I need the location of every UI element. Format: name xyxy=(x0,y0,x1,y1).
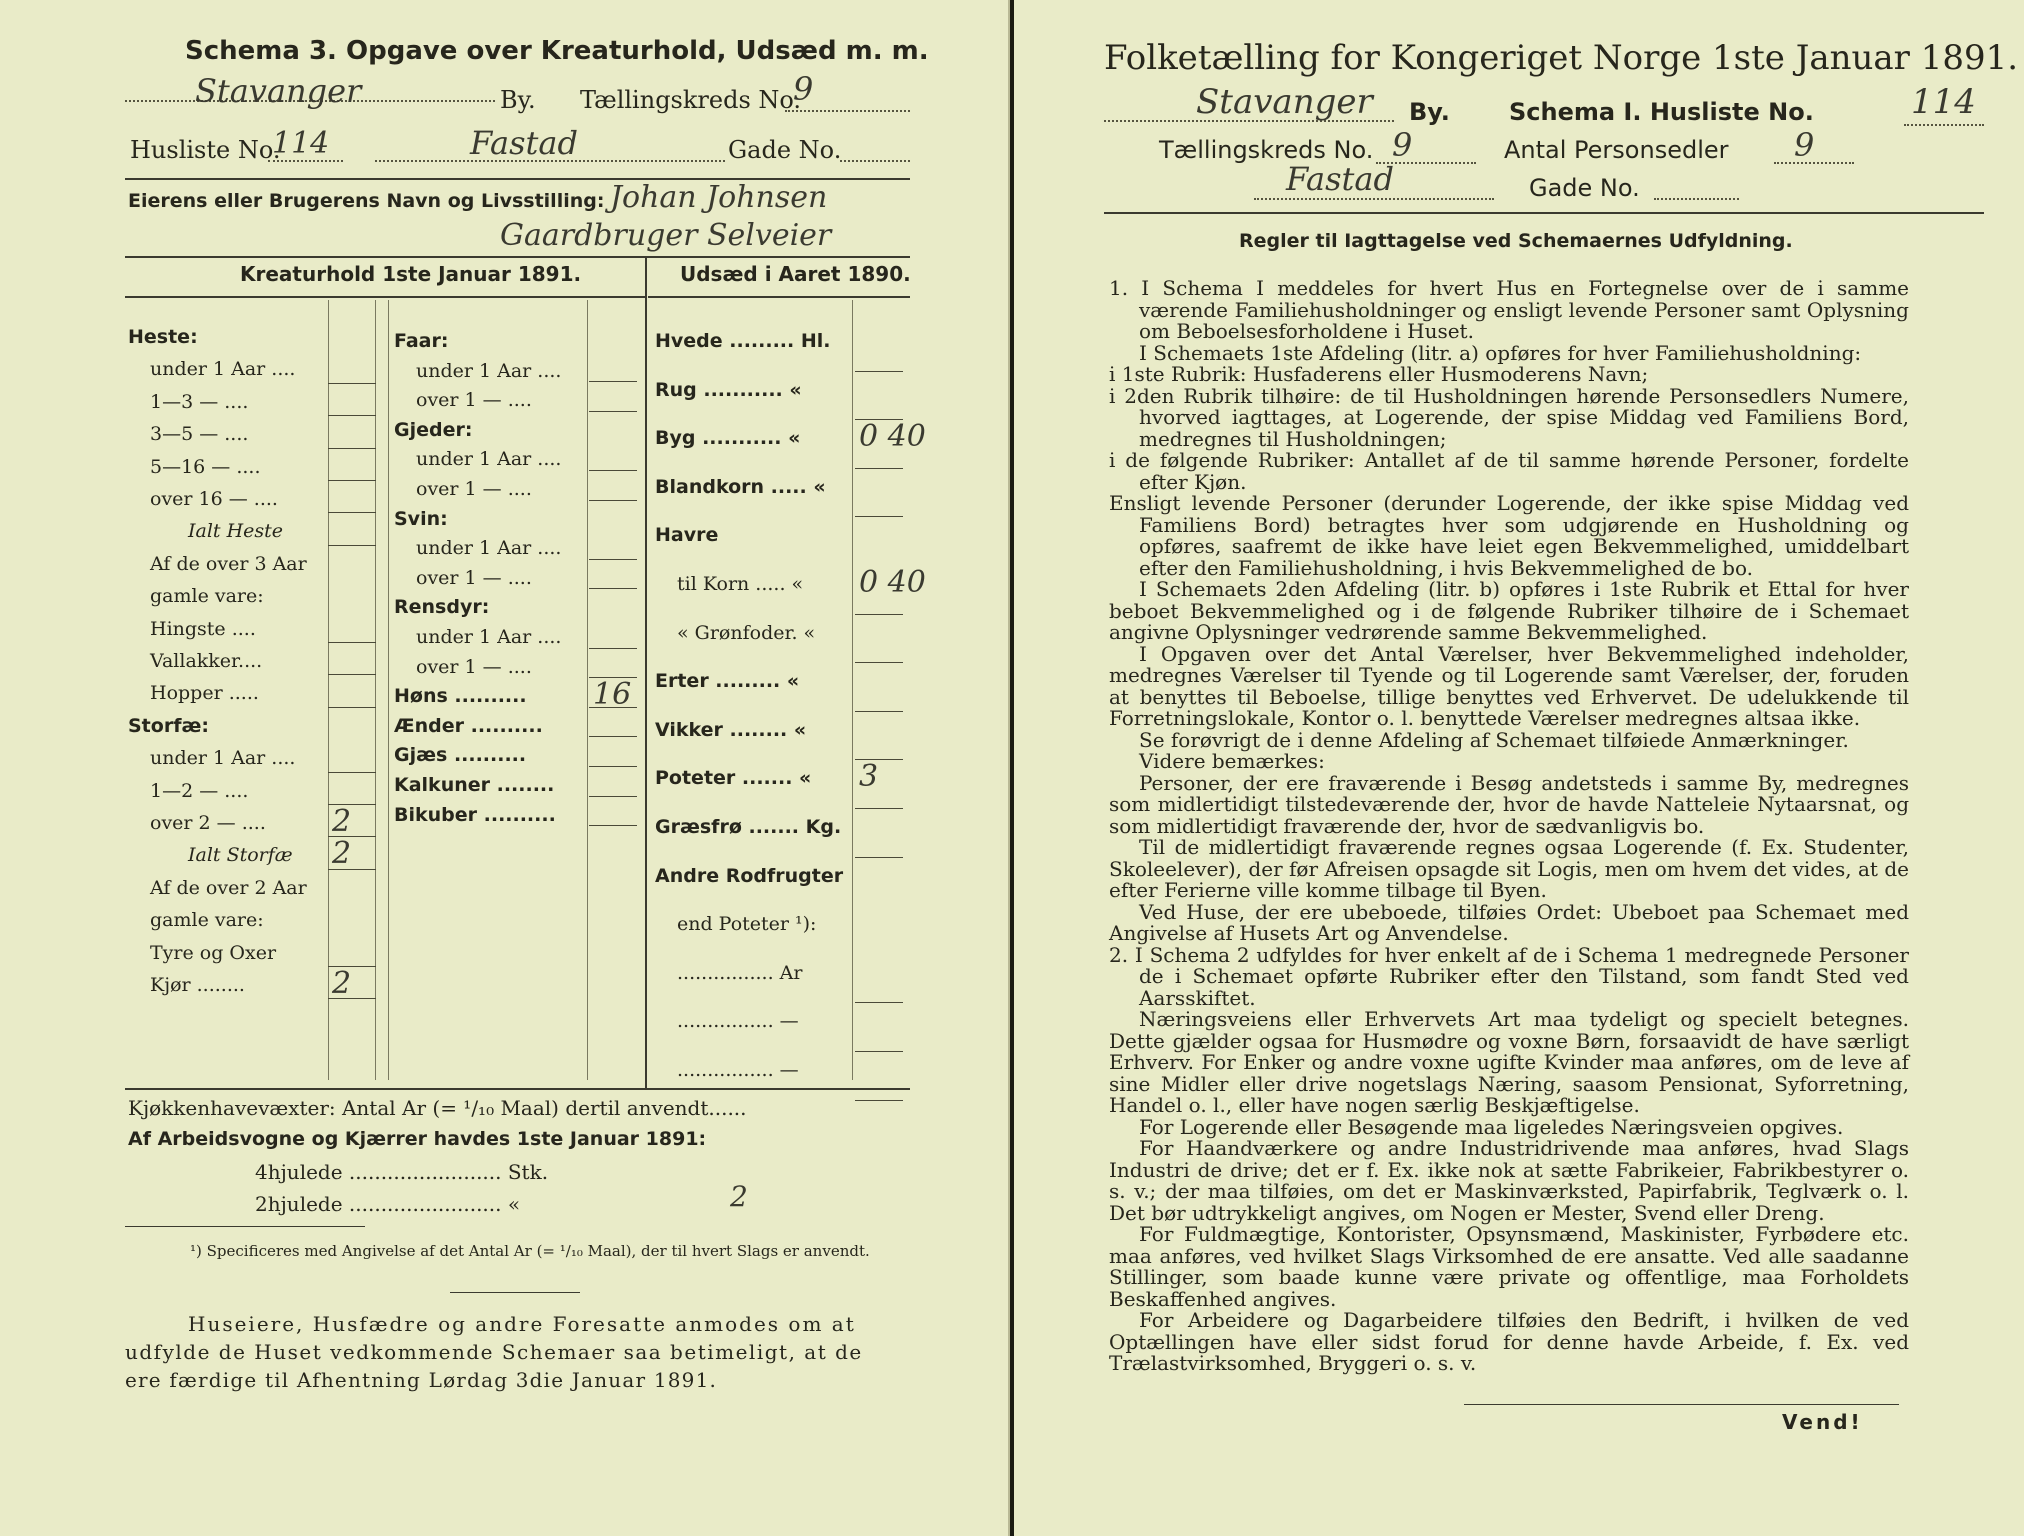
form-row-value-line xyxy=(855,1002,903,1003)
form-row xyxy=(655,962,925,1011)
form-row xyxy=(128,909,398,941)
form-row-label: Byg ........... « xyxy=(655,427,801,450)
form-row-value-handwritten: 16 xyxy=(593,677,632,713)
form-row-label: Gjeder: xyxy=(394,418,473,441)
form-row xyxy=(655,476,925,525)
form-row xyxy=(128,391,398,423)
form-row-value-line xyxy=(589,588,637,589)
form-row xyxy=(655,622,925,671)
gade-label: Gade No. xyxy=(728,136,842,164)
rules-paragraph: For Arbeidere og Dagarbeidere tilføies den Bedrift, i hvilken de ved Optællingen have eller sidst forud for denne havde Arbeide, f. Ex. ved Trælastvirksomhed, Bryggeri o. s. v. xyxy=(1109,1308,1909,1375)
form-row-label: over 1 — .... xyxy=(416,389,532,412)
form-row-label: Vallakker.... xyxy=(150,650,263,672)
closing-line-3: ere færdige til Afhentning Lørdag 3die Januar 1891. xyxy=(125,1368,718,1392)
form-row-value-line xyxy=(328,480,376,481)
form-row-value-line xyxy=(855,711,903,712)
form-row xyxy=(394,626,659,656)
form-row-value-line xyxy=(328,772,376,773)
form-row-value-handwritten: 3 xyxy=(859,759,879,795)
form-row-value-handwritten: 0 40 xyxy=(859,419,926,455)
form-row-label: Græsfrø ....... Kg. xyxy=(655,816,842,838)
form-row-value-line xyxy=(589,559,637,560)
form-row xyxy=(128,618,398,650)
form-row-value-line xyxy=(589,411,637,412)
hjul4-label: 4hjulede ........................ Stk. xyxy=(255,1160,549,1184)
form-row-label: Tyre og Oxer xyxy=(150,941,277,964)
form-row-label: Storfæ: xyxy=(128,714,209,737)
form-row-label: Høns .......... xyxy=(394,685,527,708)
owner-label: Eierens eller Brugerens Navn og Livsstilling: xyxy=(128,190,605,212)
closing-line-2: udfylde de Huset vedkommende Schemaer saa betimeligt, at de xyxy=(125,1340,863,1364)
form-row-label: 1—3 — .... xyxy=(150,390,249,413)
form-row xyxy=(655,1010,925,1059)
form-row-value-line xyxy=(328,674,376,675)
form-row xyxy=(655,419,926,476)
rules-paragraph: For Haandværkere og andre Industridrivende maa anføres, hvad Slags Industri de drive; det er f. Ex. ikke nok at sætte Fabrikeier, Fabrikbestyrer o. s. v.; der maa tilføies, om det er Maskinværksted, Papirfabrik, Teglværk o. l. Det bør udtrykkeligt angives, om Nogen er Mester, Svend eller Dreng. xyxy=(1109,1136,1909,1225)
form-row-label: Hvede ......... Hl. xyxy=(655,330,831,352)
form-row xyxy=(128,520,398,552)
form-row-label: over 16 — .... xyxy=(150,488,278,510)
form-row-value-line xyxy=(855,516,903,517)
form-row-label: gamle vare: xyxy=(150,585,264,608)
form-row-value-line xyxy=(855,662,903,663)
rules-paragraph: I Schemaets 2den Afdeling (litr. b) opføres i 1ste Rubrik et Ettal for hver beboet Bekvemmelighed og i de følgende Rubriker tilhøire de i Schemaet angivne Oplysninger vedrørende samme Bekvemmelighed. xyxy=(1109,577,1909,644)
udsaed-header: Udsæd i Aaret 1890. xyxy=(680,262,911,286)
rules-paragraph: i 1ste Rubrik: Husfaderens eller Husmoderens Navn; xyxy=(1109,362,1649,386)
hjul2-value-handwritten: 2 xyxy=(730,1180,748,1213)
form-row xyxy=(394,389,659,419)
form-row-value-line xyxy=(855,857,903,858)
form-row xyxy=(655,759,925,816)
schema-3-title: Schema 3. Opgave over Kreaturhold, Udsæd m. m. xyxy=(185,36,929,66)
form-row-label: Ialt Storfæ xyxy=(188,844,293,867)
form-row xyxy=(128,326,398,358)
form-row-label: 3—5 — .... xyxy=(150,423,249,446)
form-row xyxy=(128,877,398,909)
form-row-label: ................ — xyxy=(677,1059,799,1081)
form-row-value-line xyxy=(589,766,637,767)
right-kreds-value-handwritten: 9 xyxy=(1392,126,1413,164)
form-row-label: Hingste .... xyxy=(150,617,256,640)
form-row-label: Gjæs .......... xyxy=(394,744,527,767)
right-gade-label: Gade No. xyxy=(1529,174,1640,202)
hjul2-label: 2hjulede ........................ « xyxy=(255,1192,521,1216)
form-row-value-line xyxy=(589,381,637,382)
form-row-label: Heste: xyxy=(128,326,198,348)
form-row xyxy=(128,585,398,617)
form-row xyxy=(394,744,659,774)
form-row xyxy=(394,419,659,449)
form-row-label: under 1 Aar .... xyxy=(150,358,296,381)
form-row-label: under 1 Aar .... xyxy=(416,537,562,560)
right-page-schema-1 xyxy=(1014,0,2024,1536)
form-row-label: Af de over 3 Aar xyxy=(150,552,307,575)
rules-paragraph: For Fuldmægtige, Kontorister, Opsynsmænd, Maskinister, Fyrbødere etc. maa anføres, ved hvilket Slags Virksomhed de ere ansatte. Ved alle saadanne Stillinger, som baade kunne være private og offentlige, maa Forholdets Beskaffenhed angives. xyxy=(1109,1222,1909,1311)
kreaturhold-header: Kreaturhold 1ste Januar 1891. xyxy=(240,262,582,286)
owner-name-handwritten: Johan Johnsen xyxy=(610,180,828,215)
form-row-value-line xyxy=(855,1051,903,1052)
rules-title: Regler til Iagttagelse ved Schemaernes Udfyldning. xyxy=(1239,230,1793,252)
form-row-value-line xyxy=(328,642,376,643)
right-by-value-handwritten: Stavanger xyxy=(1196,82,1373,122)
kreds-value-handwritten: 9 xyxy=(793,70,814,108)
form-row-label: over 2 — .... xyxy=(150,812,266,834)
form-row-value-line xyxy=(589,736,637,737)
rules-paragraph: For Logerende eller Besøgende maa ligeledes Næringsveien opgives. xyxy=(1139,1114,1844,1139)
form-row-label: Havre xyxy=(655,524,719,547)
form-row xyxy=(655,670,925,719)
form-row xyxy=(394,448,659,478)
form-row xyxy=(128,780,398,812)
form-row-value-line xyxy=(328,415,376,416)
by-value-handwritten: Stavanger xyxy=(195,72,362,110)
rules-paragraph: Til de midlertidigt fraværende regnes ogsaa Logerende (f. Ex. Studenter, Skoleelever), der før Afreisen opsagde sit Logis, men om hvem det vides, at de efter Ferierne ville komme tilbage til Byen. xyxy=(1109,835,1909,902)
form-row xyxy=(394,508,659,538)
form-row-value-handwritten: 2 xyxy=(332,804,352,839)
form-row-label: Erter ......... « xyxy=(655,670,800,693)
form-row-label: over 1 — .... xyxy=(416,478,532,500)
form-row-label: Svin: xyxy=(394,507,448,530)
form-row xyxy=(655,816,925,865)
form-row xyxy=(394,360,659,390)
form-row xyxy=(394,567,659,597)
form-row xyxy=(128,488,398,520)
rules-text xyxy=(1109,278,1909,1375)
form-row-label: end Poteter ¹): xyxy=(677,913,817,936)
form-row-label: Ænder .......... xyxy=(394,714,543,737)
vend-note: Vend! xyxy=(1782,1410,1863,1434)
form-row xyxy=(128,682,398,714)
form-row xyxy=(128,747,398,779)
form-row-value-line xyxy=(589,470,637,471)
form-row-label: under 1 Aar .... xyxy=(416,448,562,471)
rules-paragraph: I Opgaven over det Antal Værelser, hver Bekvemmelighed indeholder, medregnes Værelser til Tyende og til Logerende samt Værelser, der, foruden at benyttes til Beboelse, tillige benyttes ved Erhvervet. De udelukkende til Forretningslokale, Kontor o. l. benyttede Værelser medregnes altsaa ikke. xyxy=(1109,641,1909,730)
form-row-value-line xyxy=(589,825,637,826)
form-row-label: 1—2 — .... xyxy=(150,779,249,802)
rules-paragraph: Se forøvrigt de i denne Afdeling af Schemaet tilføiede Anmærkninger. xyxy=(1139,727,1849,752)
form-row-value-line xyxy=(589,648,637,649)
by-label: By. xyxy=(500,86,536,114)
form-row-label: Andre Rodfrugter xyxy=(655,864,844,887)
form-row xyxy=(394,478,659,508)
form-row xyxy=(655,330,925,379)
form-row-label: Vikker ........ « xyxy=(655,718,807,741)
antal-personsedler-value-handwritten: 9 xyxy=(1794,126,1815,164)
street-value-handwritten: Fastad xyxy=(470,124,578,162)
form-row-value-line xyxy=(328,448,376,449)
form-row xyxy=(394,596,659,626)
rules-paragraph: Ved Huse, der ere ubeboede, tilføies Ordet: Ubeboet paa Schemaet med Angivelse af Husets Art og Anvendelse. xyxy=(1109,899,1909,945)
rules-paragraph: i 2den Rubrik tilhøire: de til Husholdningen hørende Personsedlers Numere, hvorved iagttages, at Logerende, der spise Middag ved Familiens Bord, medregnes til Husholdningen; xyxy=(1109,383,1909,451)
form-row-label: « Grønfoder. « xyxy=(677,621,816,644)
form-row xyxy=(128,423,398,455)
form-row xyxy=(655,913,925,962)
rules-paragraph: Næringsveiens eller Erhvervets Art maa tydeligt og specielt betegnes. Dette gjælder ogsaa for Husmødre og voxne Børn, forsaavidt de have særligt Erhverv. For Enker og andre voxne ugifte Kvinder maa anføres, om de leve af sine Midler eller drive nogetslags Næring, saasom Pensionat, Syforretning, Handel o. l., eller have nogen særlig Beskjæftigelse. xyxy=(1109,1007,1909,1117)
rules-paragraph: Videre bemærkes: xyxy=(1139,749,1325,773)
form-row xyxy=(394,537,659,567)
form-row xyxy=(128,942,398,974)
form-row-label: til Korn ..... « xyxy=(677,573,804,595)
form-row-label: over 1 — .... xyxy=(416,566,532,589)
form-row-label: Faar: xyxy=(394,330,449,352)
form-row-value-line xyxy=(855,614,903,615)
census-title: Folketælling for Kongeriget Norge 1ste Januar 1891. xyxy=(1104,38,2019,78)
rules-paragraph: 2. I Schema 2 udfyldes for hver enkelt af de i Schema 1 medregnede Personer de i Schemaet opførte Rubriker efter den Tilstand, som fandt Sted ved Aarsskiftet. xyxy=(1109,942,1909,1010)
form-row-label: Blandkorn ..... « xyxy=(655,475,826,498)
form-row-label: over 1 — .... xyxy=(416,655,532,678)
form-row-label: Ialt Heste xyxy=(188,520,284,543)
rules-paragraph: i de følgende Rubriker: Antallet af de til samme hørende Personer, fordelte efter Kjøn. xyxy=(1109,448,1909,494)
rules-paragraph: Ensligt levende Personer (derunder Logerende, der ikke spise Middag ved Familiens Bord) betragtes hver som udgjørende en Husholdning og opføres, saafremt de ikke have leiet egen Bekvemmelighed, umiddelbart efter den Familiehusholdning, i hvis Bekvemmelighed de bo. xyxy=(1109,491,1909,580)
form-row-value-line xyxy=(328,512,376,513)
right-street-value-handwritten: Fastad xyxy=(1286,160,1394,198)
rules-paragraph: Personer, der ere fraværende i Besøg andetsteds i samme By, medregnes som midlertidigt tilstedeværende der, hvor de havde Natteleie Nytaarsnat, og som midlertidigt fraværende der, hvor de sædvanligvis bo. xyxy=(1109,770,1909,838)
form-row xyxy=(655,865,925,914)
form-row-label: Poteter ....... « xyxy=(655,767,812,790)
form-row-value-line xyxy=(855,1100,903,1101)
form-row-label: gamle vare: xyxy=(150,909,264,932)
form-row-label: Kjør ........ xyxy=(150,974,245,996)
form-row-label: under 1 Aar .... xyxy=(416,626,562,648)
form-row xyxy=(394,330,659,360)
form-row-value-handwritten: 2 xyxy=(332,966,352,1001)
form-row xyxy=(128,553,398,585)
husliste-value-handwritten: 114 xyxy=(272,126,330,161)
form-row-value-line xyxy=(328,707,376,708)
form-row-label: under 1 Aar .... xyxy=(150,747,296,770)
form-row xyxy=(128,456,398,488)
footnote: ¹) Specificeres med Angivelse af det Antal Ar (= ¹/₁₀ Maal), der til hvert Slags er anvendt. xyxy=(190,1242,870,1260)
form-row-label: 5—16 — .... xyxy=(150,455,261,478)
form-row-value-line xyxy=(855,468,903,469)
form-row-value-handwritten: 0 40 xyxy=(859,565,926,600)
form-row xyxy=(655,565,926,622)
form-row-label: Bikuber .......... xyxy=(394,803,556,826)
right-by-label: By. xyxy=(1409,98,1450,126)
form-row-label: ................ — xyxy=(677,1010,799,1033)
owner-occupation-handwritten: Gaardbruger Selveier xyxy=(500,218,832,253)
husliste-label: Husliste No. xyxy=(130,136,281,164)
antal-personsedler-label: Antal Personsedler xyxy=(1504,136,1729,164)
form-row-label: Rug ........... « xyxy=(655,378,802,401)
form-row xyxy=(655,719,925,768)
form-row-label: Af de over 2 Aar xyxy=(150,876,307,899)
form-row-label: Kalkuner ........ xyxy=(394,774,555,796)
left-page-schema-3 xyxy=(0,0,1010,1536)
form-row-value-handwritten: 2 xyxy=(332,836,352,872)
rules-paragraph: I Schemaets 1ste Afdeling (litr. a) opføres for hver Familiehusholdning: xyxy=(1139,340,1862,365)
form-row-value-line xyxy=(855,371,903,372)
form-row-label: Hopper ..... xyxy=(150,682,259,705)
right-kreds-label: Tællingskreds No. xyxy=(1159,136,1374,164)
right-husliste-value-handwritten: 114 xyxy=(1911,82,1976,122)
rules-paragraph: 1. I Schema I meddeles for hvert Hus en Fortegnelse over de i samme værende Familiehusholdninger og ensligt levende Personer samt Oplysning om Beboelsesforholdene i Huset. xyxy=(1109,276,1909,343)
form-row-value-line xyxy=(328,545,376,546)
form-row xyxy=(128,804,398,844)
form-row-value-line xyxy=(328,383,376,384)
form-row-value-line xyxy=(589,796,637,797)
form-row-value-line xyxy=(855,808,903,809)
form-row xyxy=(128,358,398,390)
kjokkenhave-line: Kjøkkenhavevæxter: Antal Ar (= ¹/₁₀ Maal) dertil anvendt...... xyxy=(128,1096,747,1120)
form-row-label: Rensdyr: xyxy=(394,596,490,619)
form-row-label: ................ Ar xyxy=(677,961,803,984)
form-row xyxy=(394,677,659,715)
form-row xyxy=(128,966,398,1006)
closing-line-1: Huseiere, Husfædre og andre Foresatte anmodes om at xyxy=(188,1312,856,1336)
kreds-label: Tællingskreds No. xyxy=(580,86,802,114)
form-row xyxy=(128,715,398,747)
form-row xyxy=(394,804,659,834)
form-row-label: under 1 Aar .... xyxy=(416,359,562,382)
form-row-value-line xyxy=(589,500,637,501)
schema-1-husliste-label: Schema I. Husliste No. xyxy=(1509,98,1814,126)
form-row xyxy=(394,774,659,804)
form-row xyxy=(128,836,398,876)
form-row xyxy=(128,650,398,682)
form-row xyxy=(394,715,659,745)
arbeidsvogne-line: Af Arbeidsvogne og Kjærrer havdes 1ste Januar 1891: xyxy=(128,1128,707,1150)
